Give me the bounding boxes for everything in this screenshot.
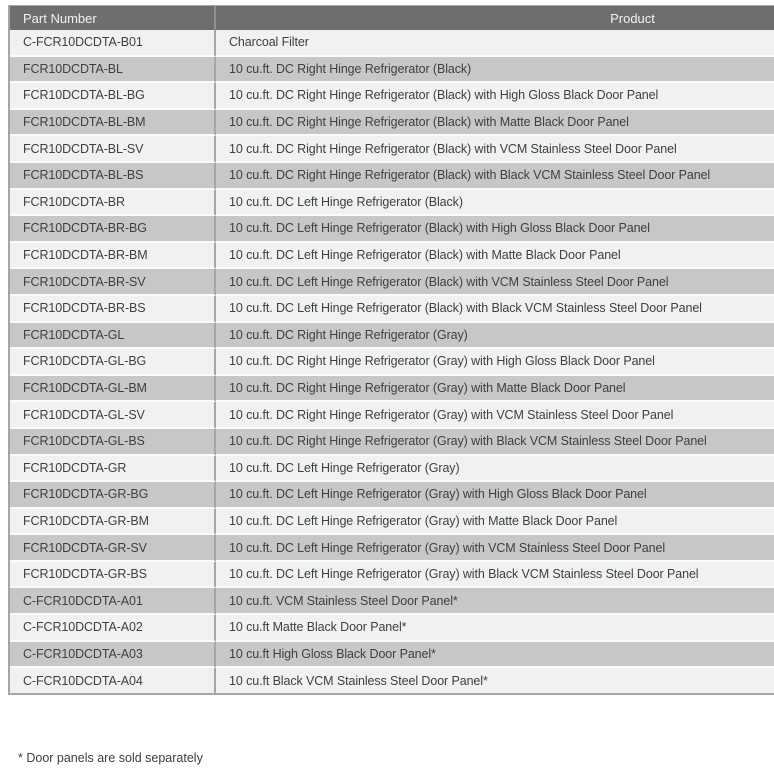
part-number-cell: FCR10DCDTA-GL-BG	[10, 349, 216, 376]
part-number-cell: FCR10DCDTA-GL-SV	[10, 402, 216, 429]
table-row	[10, 588, 774, 615]
product-cell: 10 cu.ft. DC Left Hinge Refrigerator (Black) with VCM Stainless Steel Door Panel	[216, 269, 774, 296]
table-row	[10, 296, 774, 323]
part-number-cell: FCR10DCDTA-GR-SV	[10, 535, 216, 562]
table-row	[10, 615, 774, 642]
product-cell: 10 cu.ft Matte Black Door Panel*	[216, 615, 774, 642]
part-number-cell: FCR10DCDTA-GR	[10, 456, 216, 483]
part-number-cell: C-FCR10DCDTA-A02	[10, 615, 216, 642]
product-cell: 10 cu.ft. DC Right Hinge Refrigerator (Gray) with Black VCM Stainless Steel Door Panel	[216, 429, 774, 456]
product-cell: 10 cu.ft. DC Right Hinge Refrigerator (Black) with High Gloss Black Door Panel	[216, 83, 774, 110]
product-cell: 10 cu.ft. DC Left Hinge Refrigerator (Gray) with Matte Black Door Panel	[216, 509, 774, 536]
part-number-cell: FCR10DCDTA-BL-SV	[10, 136, 216, 163]
table-row	[10, 535, 774, 562]
table-row	[10, 642, 774, 669]
part-number-cell: FCR10DCDTA-BL-BG	[10, 83, 216, 110]
product-cell: 10 cu.ft. DC Left Hinge Refrigerator (Gray) with Black VCM Stainless Steel Door Panel	[216, 562, 774, 589]
part-number-cell: FCR10DCDTA-GL-BM	[10, 376, 216, 403]
table-row	[10, 429, 774, 456]
product-cell: 10 cu.ft. DC Left Hinge Refrigerator (Black) with Matte Black Door Panel	[216, 243, 774, 270]
part-number-cell: FCR10DCDTA-BL-BM	[10, 110, 216, 137]
table-row	[10, 83, 774, 110]
table-header	[10, 6, 774, 30]
table-row	[10, 57, 774, 84]
product-cell: 10 cu.ft High Gloss Black Door Panel*	[216, 642, 774, 669]
part-number-cell: FCR10DCDTA-GR-BM	[10, 509, 216, 536]
table-row	[10, 668, 774, 695]
product-cell: 10 cu.ft. DC Right Hinge Refrigerator (Gray)	[216, 323, 774, 350]
product-cell: 10 cu.ft. DC Right Hinge Refrigerator (Black) with VCM Stainless Steel Door Panel	[216, 136, 774, 163]
part-number-cell: FCR10DCDTA-BR	[10, 190, 216, 217]
table-row	[10, 323, 774, 350]
product-cell: 10 cu.ft. DC Right Hinge Refrigerator (Black) with Black VCM Stainless Steel Door Panel	[216, 163, 774, 190]
product-cell: 10 cu.ft. DC Right Hinge Refrigerator (Gray) with VCM Stainless Steel Door Panel	[216, 402, 774, 429]
product-cell: 10 cu.ft Black VCM Stainless Steel Door Panel*	[216, 668, 774, 695]
table-row	[10, 562, 774, 589]
parts-table	[10, 6, 774, 695]
table-row	[10, 190, 774, 217]
column-header-product: Product	[216, 6, 774, 30]
product-cell: 10 cu.ft. DC Left Hinge Refrigerator (Gray) with High Gloss Black Door Panel	[216, 482, 774, 509]
door-panel-footnote: * Door panels are sold separately	[18, 751, 203, 765]
header-row	[10, 6, 774, 30]
column-header-part-number: Part Number	[10, 6, 216, 30]
part-number-cell: FCR10DCDTA-GR-BG	[10, 482, 216, 509]
table-row	[10, 269, 774, 296]
table-row	[10, 509, 774, 536]
table-row	[10, 110, 774, 137]
table-row	[10, 402, 774, 429]
table-row	[10, 482, 774, 509]
parts-table-container	[8, 5, 774, 695]
table-row	[10, 456, 774, 483]
product-cell: 10 cu.ft. DC Right Hinge Refrigerator (Gray) with Matte Black Door Panel	[216, 376, 774, 403]
table-row	[10, 216, 774, 243]
product-cell: 10 cu.ft. DC Left Hinge Refrigerator (Black) with Black VCM Stainless Steel Door Panel	[216, 296, 774, 323]
part-number-cell: FCR10DCDTA-BR-BG	[10, 216, 216, 243]
part-number-cell: C-FCR10DCDTA-A04	[10, 668, 216, 695]
part-number-cell: FCR10DCDTA-BL	[10, 57, 216, 84]
table-body	[10, 30, 774, 695]
product-cell: 10 cu.ft. DC Left Hinge Refrigerator (Black) with High Gloss Black Door Panel	[216, 216, 774, 243]
table-row	[10, 349, 774, 376]
part-number-cell: C-FCR10DCDTA-B01	[10, 30, 216, 57]
part-number-cell: C-FCR10DCDTA-A01	[10, 588, 216, 615]
product-cell: 10 cu.ft. DC Right Hinge Refrigerator (Gray) with High Gloss Black Door Panel	[216, 349, 774, 376]
table-row	[10, 376, 774, 403]
part-number-cell: FCR10DCDTA-BR-BM	[10, 243, 216, 270]
product-cell: Charcoal Filter	[216, 30, 774, 57]
table-row	[10, 243, 774, 270]
product-cell: 10 cu.ft. VCM Stainless Steel Door Panel*	[216, 588, 774, 615]
product-cell: 10 cu.ft. DC Right Hinge Refrigerator (Black) with Matte Black Door Panel	[216, 110, 774, 137]
table-row	[10, 163, 774, 190]
table-row	[10, 30, 774, 57]
product-cell: 10 cu.ft. DC Left Hinge Refrigerator (Gray)	[216, 456, 774, 483]
part-number-cell: FCR10DCDTA-BL-BS	[10, 163, 216, 190]
part-number-cell: FCR10DCDTA-GL	[10, 323, 216, 350]
part-number-cell: FCR10DCDTA-BR-SV	[10, 269, 216, 296]
product-cell: 10 cu.ft. DC Right Hinge Refrigerator (Black)	[216, 57, 774, 84]
part-number-cell: FCR10DCDTA-BR-BS	[10, 296, 216, 323]
table-row	[10, 136, 774, 163]
part-number-cell: FCR10DCDTA-GR-BS	[10, 562, 216, 589]
product-cell: 10 cu.ft. DC Left Hinge Refrigerator (Gray) with VCM Stainless Steel Door Panel	[216, 535, 774, 562]
product-cell: 10 cu.ft. DC Left Hinge Refrigerator (Black)	[216, 190, 774, 217]
part-number-cell: C-FCR10DCDTA-A03	[10, 642, 216, 669]
part-number-cell: FCR10DCDTA-GL-BS	[10, 429, 216, 456]
